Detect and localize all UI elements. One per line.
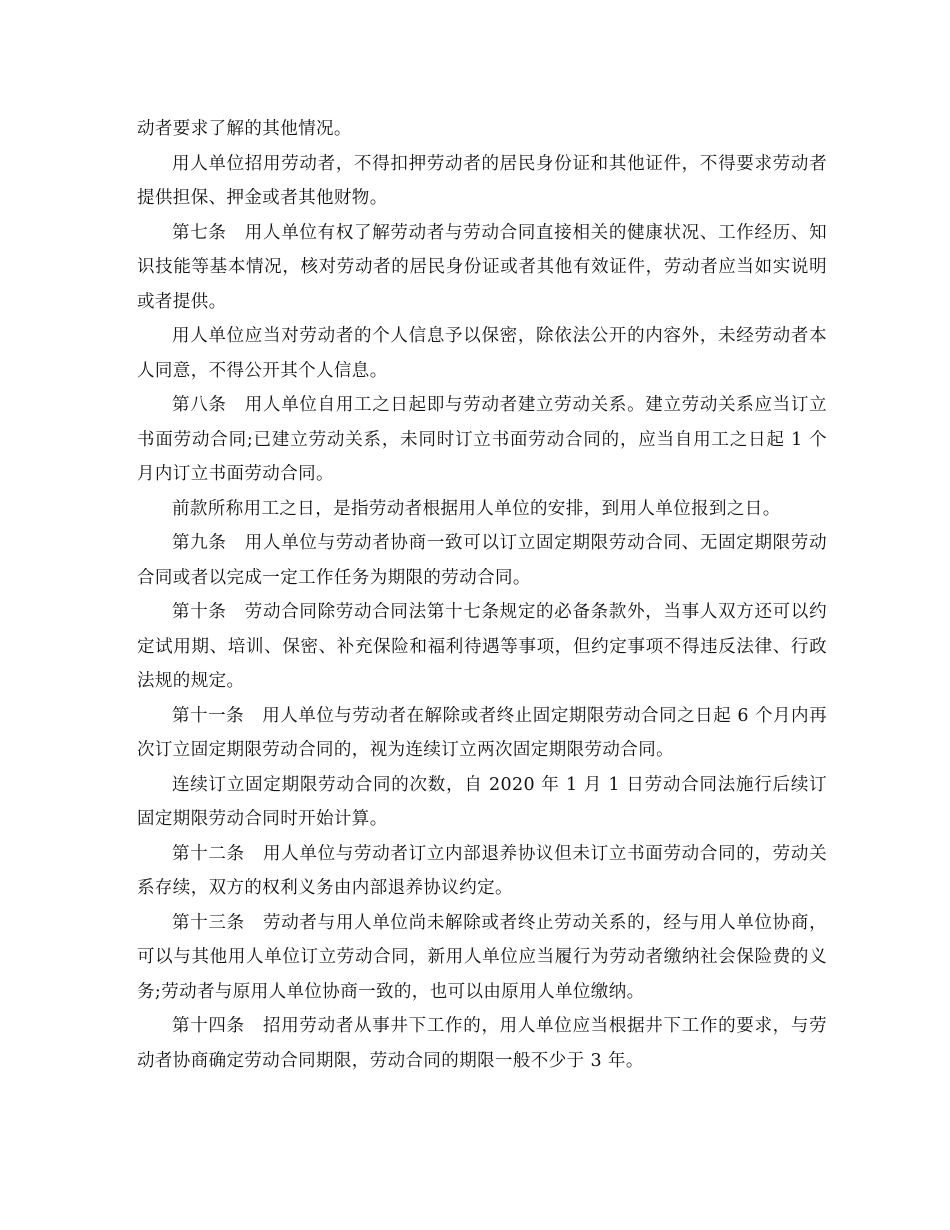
paragraph-article-11: 第十一条 用人单位与劳动者在解除或者终止固定期限劳动合同之日起 6 个月内再次订立固定期限劳动合同的，视为连续订立两次固定期限劳动合同。 [137,705,827,760]
paragraph-article-12: 第十二条 用人单位与劳动者订立内部退养协议但未订立书面劳动合同的，劳动关系存续，双方的权利义务由内部退养协议约定。 [137,843,827,898]
paragraph-continuation: 动者要求了解的其他情况。 [137,119,352,139]
paragraph-recruitment-no-seizure: 用人单位招用劳动者，不得扣押劳动者的居民身份证和其他证件，不得要求劳动者提供担保、押金或者其他财物。 [137,153,827,208]
paragraph-consecutive-count: 连续订立固定期限劳动合同的次数，自 2020 年 1 月 1 日劳动合同法施行后续订固定期限劳动合同时开始计算。 [137,774,827,829]
paragraph-article-13: 第十三条 劳动者与用人单位尚未解除或者终止劳动关系的，经与用人单位协商，可以与其他用人单位订立劳动合同，新用人单位应当履行为劳动者缴纳社会保险费的义务;劳动者与原用人单位协商一致的，也可以由原用人单位缴纳。 [137,912,827,1002]
document-page [137,112,827,1078]
paragraph-article-7: 第七条 用人单位有权了解劳动者与劳动合同直接相关的健康状况、工作经历、知识技能等基本情况，核对劳动者的居民身份证或者其他有效证件，劳动者应当如实说明或者提供。 [137,222,827,312]
paragraph-article-8: 第八条 用人单位自用工之日起即与劳动者建立劳动关系。建立劳动关系应当订立书面劳动合同;已建立劳动关系，未同时订立书面劳动合同的，应当自用工之日起 1 个月内订立书面劳动合同。 [137,395,827,484]
paragraph-article-10: 第十条 劳动合同除劳动合同法第十七条规定的必备条款外，当事人双方还可以约定试用期、培训、保密、补充保险和福利待遇等事项，但约定事项不得违反法律、行政法规的规定。 [137,602,827,691]
paragraph-article-9: 第九条 用人单位与劳动者协商一致可以订立固定期限劳动合同、无固定期限劳动合同或者以完成一定工作任务为期限的劳动合同。 [137,533,827,588]
paragraph-privacy: 用人单位应当对劳动者的个人信息予以保密，除依法公开的内容外，未经劳动者本人同意，不得公开其个人信息。 [137,326,827,381]
paragraph-employment-date: 前款所称用工之日，是指劳动者根据用人单位的安排，到用人单位报到之日。 [172,498,781,519]
paragraph-article-14: 第十四条 招用劳动者从事井下工作的，用人单位应当根据井下工作的要求，与劳动者协商确定劳动合同期限，劳动合同的期限一般不少于 3 年。 [137,1016,827,1071]
